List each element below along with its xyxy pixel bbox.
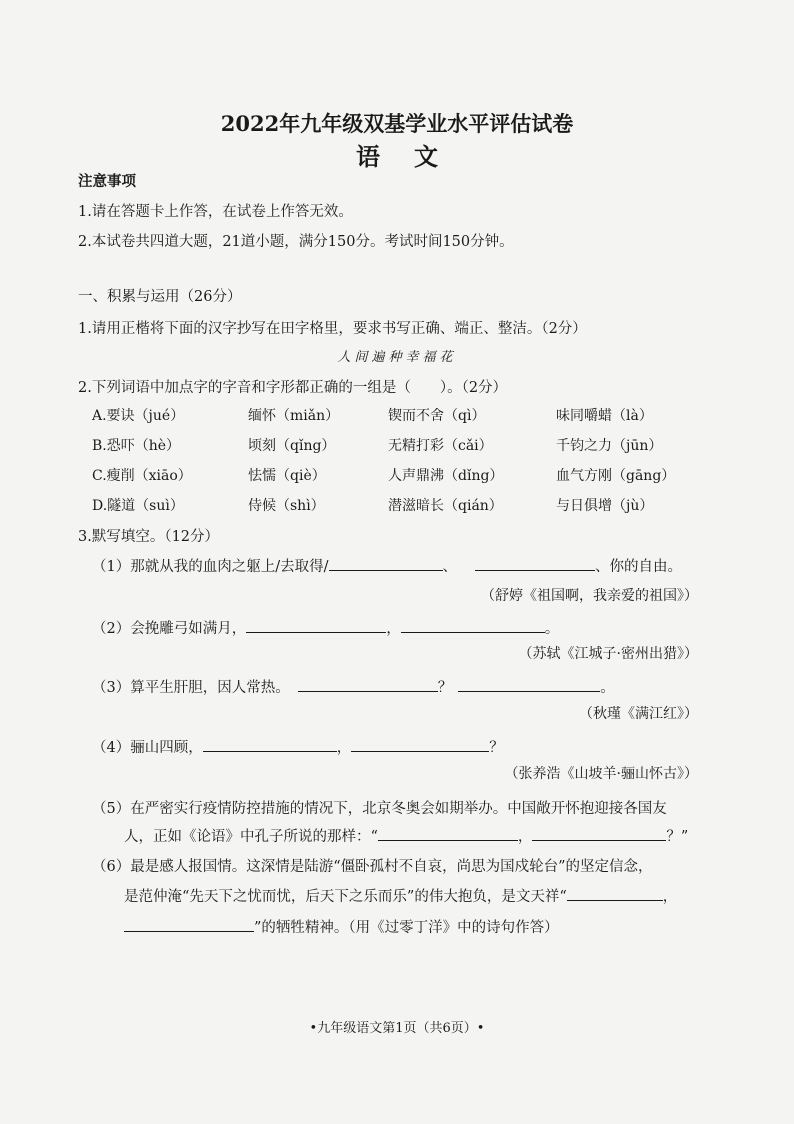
exam-title: 2022年九年级双基学业水平评估试卷 [220,111,574,136]
blank-4a[interactable] [203,737,337,752]
option-b-2: 顷刻（qǐng） [248,438,336,454]
option-a-1: A.要诀（jué） [92,408,185,424]
blank-1b[interactable] [475,556,595,571]
option-c-4: 血气方刚（gāng） [556,468,676,484]
option-a-4: 味同嚼蜡（là） [556,408,653,424]
fill-5-line-2 [124,825,688,846]
section-1-heading: 一、积累与运用（26分） [78,289,242,305]
blank-6b[interactable] [124,917,254,932]
fill-4-source: （张养浩《山坡羊·骊山怀古》） [504,766,698,782]
blank-2a[interactable] [246,618,386,633]
option-c-1: C.瘦削（xiāo） [92,468,192,484]
option-a-3: 锲而不舍（qì） [388,408,486,424]
blank-1a[interactable] [329,556,443,571]
blank-2b[interactable] [401,618,545,633]
fill-2-end: 。 [544,621,560,637]
question-3: 3.默写填空。（12分） [78,529,220,545]
fill-6-end: ”的牺牲精神。（用《过零丁洋》中的诗句作答） [254,920,559,936]
question-2: 2.下列词语中加点字的字音和字形都正确的一组是（ ）。（2分） [78,380,508,396]
fill-6-line-1: （6）最是感人报国情。这深情是陆游“僵卧孤村不自哀，尚思为国戍轮台”的坚定信念， [92,859,653,875]
fill-1-text: （1）那就从我的血肉之躯上/去取得/ [92,559,329,575]
fill-2-text: （2）会挽雕弓如满月， [92,621,247,637]
question-1: 1.请用正楷将下面的汉字抄写在田字格里，要求书写正确、端正、整洁。（2分） [78,321,587,337]
fill-3 [92,676,615,697]
option-b-1: B.恐吓（hè） [92,438,181,454]
fill-1 [92,555,682,576]
option-a-2: 缅怀（miǎn） [248,408,340,424]
blank-3b[interactable] [458,677,600,692]
fill-1-end: 、你的自由。 [595,559,682,575]
fill-3-end: 。 [600,680,615,696]
handwriting-sample: 人间遍种幸福花 [337,350,457,365]
option-b-3: 无精打彩（cǎi） [388,438,493,454]
fill-2-sep: ， [386,621,401,637]
fill-3-sep: ？ [437,680,453,696]
blank-5b[interactable] [532,826,666,841]
blank-4b[interactable] [351,737,489,752]
fill-4-sep: ， [336,740,352,756]
fill-6-sep: ， [662,889,678,905]
notice-item-1: 1.请在答题卡上作答，在试卷上作答无效。 [78,204,353,220]
fill-2 [92,617,559,638]
option-d-2: 侍候（shì） [248,498,325,514]
fill-1-sep: 、 [442,559,457,575]
fill-4 [92,736,504,757]
fill-2-source: （苏轼《江城子·密州出猎》） [518,646,698,662]
option-c-3: 人声鼎沸（dǐng） [388,468,504,484]
option-d-3: 潜滋暗长（qián） [388,498,503,514]
blank-6a[interactable] [567,886,663,901]
fill-3-text: （3）算平生肝胆，因人常热。 [92,680,290,696]
fill-4-end: ？ [489,740,504,756]
fill-5-text: 人，正如《论语》中孔子所说的那样：“ [124,829,378,845]
fill-5-end: ？” [666,829,689,845]
notice-heading: 注意事项 [78,173,136,190]
fill-3-source: （秋瑾《满江红》） [579,706,698,722]
blank-3a[interactable] [298,677,438,692]
option-b-4: 千钧之力（jūn） [556,438,663,454]
fill-4-text: （4）骊山四顾， [92,740,203,756]
option-c-2: 怯懦（qiè） [248,468,326,484]
option-d-1: D.隧道（suì） [92,498,184,514]
blank-5a[interactable] [378,826,518,841]
fill-1-source: （舒婷《祖国啊，我亲爱的祖国》） [481,588,698,604]
page-footer: •九年级语文第1页（共6页）• [309,1021,485,1036]
option-d-4: 与日俱增（jù） [556,498,654,514]
notice-item-2: 2.本试卷共四道大题，21道小题，满分150分。考试时间150分钟。 [78,234,514,250]
fill-6-text: 是范仲淹“先天下之忧而忧，后天下之乐而乐”的伟大抱负，是文天祥“ [124,889,567,905]
fill-6-line-2 [124,885,677,906]
fill-5-sep: ， [517,829,533,845]
fill-5-line-1: （5）在严密实行疫情防控措施的情况下，北京冬奥会如期举办。中国敞开怀抱迎接各国友 [92,801,667,817]
fill-6-line-3 [124,916,559,937]
subject-title: 语文 [356,142,472,171]
